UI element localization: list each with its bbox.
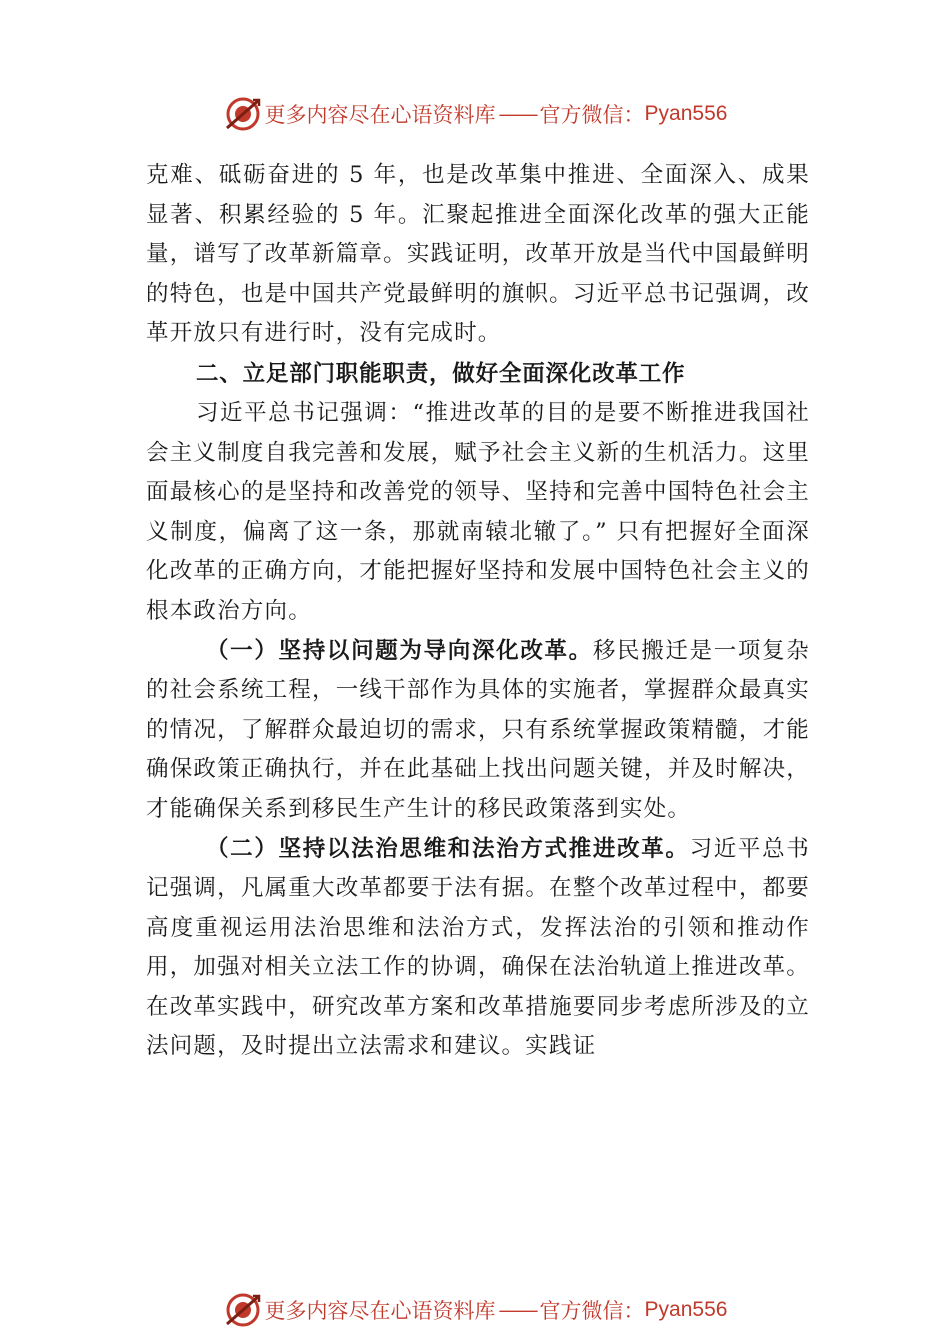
subsection-1 <box>146 632 810 830</box>
watermark-wechat-label: 官方微信： <box>539 103 645 127</box>
watermark-separator: —— <box>498 1298 537 1322</box>
document-body <box>146 156 810 1067</box>
header-watermark <box>0 94 950 134</box>
watermark-wechat-id: Pyan556 <box>644 1298 728 1321</box>
section-heading: 二、立足部门职能职责，做好全面深化改革工作 <box>196 360 686 387</box>
subsection-2-title: （二）坚持以法治思维和法治方式推进改革。 <box>206 835 690 862</box>
paragraph-continued: 克难、砥砺奋进的 5 年，也是改革集中推进、全面深入、成果显著、积累经验的 5 年。汇聚起推进全面深化改革的强大正能量，谱写了改革新篇章。实践证明，改革开放是当代中国最鲜明的特色，也是中国共产党最鲜明的旗帜。习近平总书记强调，改革开放只有进行时，没有完成时。 <box>146 162 810 347</box>
subsection-2-text: 习近平总书记强调，凡属重大改革都要于法有据。在整个改革过程中，都要高度重视运用法治思维和法治方式，发挥法治的引领和推动作用，加强对相关立法工作的协调，确保在法治轨道上推进改革。在改革实践中，研究改革方案和改革措施要同步考虑所涉及的立法问题，及时提出立法需求和建议。实践证 <box>146 835 810 1060</box>
footer-watermark <box>0 1290 950 1330</box>
subsection-1-title: （一）坚持以问题为导向深化改革。 <box>206 637 593 664</box>
watermark-text: 更多内容尽在心语资料库 <box>264 1299 496 1323</box>
watermark-text: 更多内容尽在心语资料库 <box>264 103 496 127</box>
watermark-separator: —— <box>498 102 537 126</box>
paragraph-quote: 习近平总书记强调：“推进改革的目的是要不断推进我国社会主义制度自我完善和发展，赋予社会主义新的生机活力。这里面最核心的是坚持和改善党的领导、坚持和完善中国特色社会主义制度，偏离了这一条，那就南辕北辙了。” 只有把握好全面深化改革的正确方向，才能把握好坚持和发展中国特色社会主义的根本政治方向。 <box>146 399 810 624</box>
watermark-wechat-id: Pyan556 <box>644 102 728 125</box>
red-seal-logo-icon <box>223 1290 263 1330</box>
red-seal-logo-icon <box>223 94 263 134</box>
watermark-wechat-label: 官方微信： <box>539 1299 645 1323</box>
subsection-2 <box>146 830 810 1068</box>
subsection-1-text: 移民搬迁是一项复杂的社会系统工程，一线干部作为具体的实施者，掌握群众最真实的情况，了解群众最迫切的需求，只有系统掌握政策精髓，才能确保政策正确执行，并在此基础上找出问题关键，并及时解决，才能确保关系到移民生产生计的移民政策落到实处。 <box>146 637 810 822</box>
